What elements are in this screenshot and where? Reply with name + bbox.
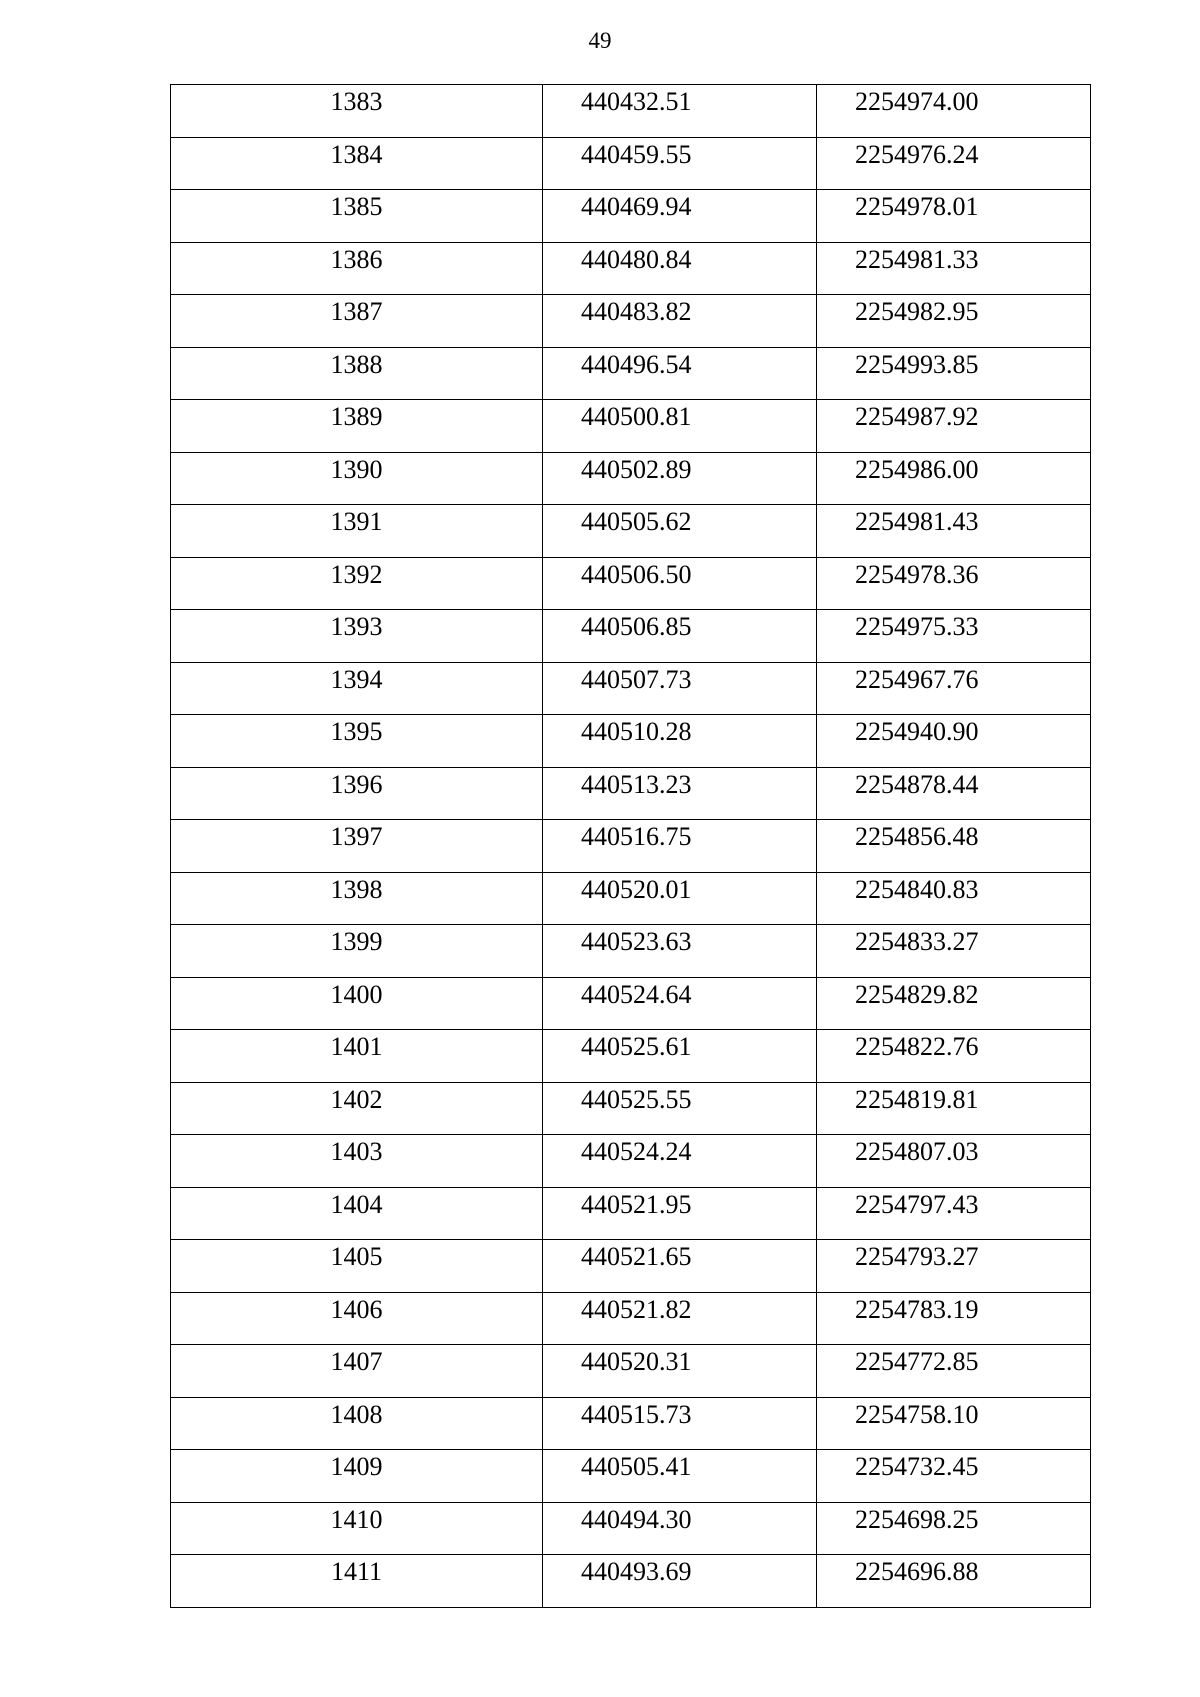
x-coordinate-cell <box>543 347 817 400</box>
cell-text: 2254993.85 <box>855 349 979 379</box>
point-number-cell <box>171 767 543 820</box>
cell-text: 2254783.19 <box>855 1294 979 1324</box>
point-number-cell <box>171 1187 543 1240</box>
cell-text: 440523.63 <box>581 927 692 956</box>
point-number-cell <box>171 557 543 610</box>
cell-text: 2254974.00 <box>855 87 979 116</box>
table-row <box>171 1555 1091 1608</box>
x-coordinate-cell <box>543 1082 817 1135</box>
x-coordinate-cell <box>543 1450 817 1503</box>
cell-text: 2254976.24 <box>855 139 979 169</box>
x-coordinate-cell <box>543 85 817 138</box>
cell-text: 1390 <box>330 454 383 484</box>
x-coordinate-cell <box>543 1292 817 1345</box>
table-row <box>171 977 1091 1030</box>
cell-text: 440515.73 <box>581 1399 692 1429</box>
table-row <box>171 85 1091 138</box>
y-coordinate-cell <box>817 400 1091 453</box>
y-coordinate-cell <box>817 1240 1091 1293</box>
cell-text: 440506.85 <box>581 612 692 641</box>
x-coordinate-cell <box>543 1397 817 1450</box>
cell-text: 2254856.48 <box>855 822 979 851</box>
table-row <box>171 557 1091 610</box>
cell-text: 1384 <box>330 139 383 169</box>
table-row <box>171 505 1091 558</box>
x-coordinate-cell <box>543 1502 817 1555</box>
cell-text: 1392 <box>330 559 383 589</box>
y-coordinate-cell <box>817 925 1091 978</box>
x-coordinate-cell <box>543 242 817 295</box>
y-coordinate-cell <box>817 1135 1091 1188</box>
y-coordinate-cell <box>817 662 1091 715</box>
x-coordinate-cell <box>543 925 817 978</box>
y-coordinate-cell <box>817 505 1091 558</box>
y-coordinate-cell <box>817 977 1091 1030</box>
point-number-cell <box>171 347 543 400</box>
point-number-cell <box>171 1030 543 1083</box>
cell-text: 2254829.82 <box>855 979 979 1009</box>
y-coordinate-cell <box>817 1082 1091 1135</box>
point-number-cell <box>171 1240 543 1293</box>
table-row <box>171 767 1091 820</box>
table-row <box>171 715 1091 768</box>
cell-text: 1393 <box>330 612 383 641</box>
x-coordinate-cell <box>543 1240 817 1293</box>
cell-text: 440500.81 <box>581 402 692 431</box>
x-coordinate-cell <box>543 872 817 925</box>
x-coordinate-cell <box>543 662 817 715</box>
cell-text: 440521.82 <box>581 1294 692 1324</box>
x-coordinate-cell <box>543 1135 817 1188</box>
cell-text: 2254940.90 <box>855 717 979 746</box>
cell-text: 2254967.76 <box>855 664 979 694</box>
cell-text: 2254822.76 <box>855 1032 979 1061</box>
cell-text: 440507.73 <box>581 664 692 694</box>
point-number-cell <box>171 1135 543 1188</box>
point-number-cell <box>171 872 543 925</box>
y-coordinate-cell <box>817 1345 1091 1398</box>
point-number-cell <box>171 190 543 243</box>
x-coordinate-cell <box>543 1187 817 1240</box>
x-coordinate-cell <box>543 1030 817 1083</box>
x-coordinate-cell <box>543 400 817 453</box>
table-row <box>171 1292 1091 1345</box>
point-number-cell <box>171 610 543 663</box>
x-coordinate-cell <box>543 452 817 505</box>
y-coordinate-cell <box>817 820 1091 873</box>
point-number-cell <box>171 1345 543 1398</box>
table-row <box>171 610 1091 663</box>
point-number-cell <box>171 662 543 715</box>
cell-text: 1395 <box>330 717 383 746</box>
cell-text: 440524.64 <box>581 979 692 1009</box>
table-row <box>171 242 1091 295</box>
cell-text: 1408 <box>330 1399 383 1429</box>
y-coordinate-cell <box>817 1397 1091 1450</box>
cell-text: 440513.23 <box>581 769 692 799</box>
y-coordinate-cell <box>817 1030 1091 1083</box>
y-coordinate-cell <box>817 610 1091 663</box>
cell-text: 440521.95 <box>581 1189 692 1219</box>
table-row <box>171 400 1091 453</box>
cell-text: 440505.62 <box>581 507 692 536</box>
cell-text: 2254772.85 <box>855 1347 979 1376</box>
point-number-cell <box>171 1397 543 1450</box>
point-number-cell <box>171 1555 543 1608</box>
y-coordinate-cell <box>817 242 1091 295</box>
point-number-cell <box>171 1502 543 1555</box>
cell-text: 1409 <box>330 1452 383 1481</box>
cell-text: 2254758.10 <box>855 1399 979 1429</box>
cell-text: 440524.24 <box>581 1137 692 1166</box>
cell-text: 1407 <box>330 1347 383 1376</box>
cell-text: 1411 <box>330 1557 383 1586</box>
cell-text: 2254698.25 <box>855 1504 979 1534</box>
y-coordinate-cell <box>817 452 1091 505</box>
cell-text: 1386 <box>330 244 383 274</box>
y-coordinate-cell <box>817 557 1091 610</box>
y-coordinate-cell <box>817 1187 1091 1240</box>
table-row <box>171 347 1091 400</box>
cell-text: 440506.50 <box>581 559 692 589</box>
table-row <box>171 137 1091 190</box>
cell-text: 2254982.95 <box>855 297 979 326</box>
x-coordinate-cell <box>543 295 817 348</box>
table-row <box>171 1345 1091 1398</box>
table-row <box>171 1502 1091 1555</box>
cell-text: 2254833.27 <box>855 927 979 956</box>
point-number-cell <box>171 137 543 190</box>
cell-text: 1404 <box>330 1189 383 1219</box>
x-coordinate-cell <box>543 610 817 663</box>
point-number-cell <box>171 1292 543 1345</box>
y-coordinate-cell <box>817 1292 1091 1345</box>
cell-text: 440493.69 <box>581 1557 692 1586</box>
page-number: 49 <box>588 28 612 53</box>
table-row <box>171 190 1091 243</box>
point-number-cell <box>171 715 543 768</box>
cell-text: 440520.01 <box>581 874 692 904</box>
cell-text: 1397 <box>330 822 383 851</box>
x-coordinate-cell <box>543 767 817 820</box>
x-coordinate-cell <box>543 1555 817 1608</box>
cell-text: 1405 <box>330 1242 383 1271</box>
y-coordinate-cell <box>817 1450 1091 1503</box>
coordinates-table <box>170 84 1091 1608</box>
table-row <box>171 1397 1091 1450</box>
cell-text: 440521.65 <box>581 1242 692 1271</box>
table-body <box>171 85 1091 1608</box>
cell-text: 2254981.43 <box>855 507 979 536</box>
table-row <box>171 1135 1091 1188</box>
cell-text: 1396 <box>330 769 383 799</box>
point-number-cell <box>171 295 543 348</box>
y-coordinate-cell <box>817 872 1091 925</box>
cell-text: 440510.28 <box>581 717 692 746</box>
cell-text: 2254978.01 <box>855 192 979 221</box>
cell-text: 1401 <box>330 1032 383 1061</box>
cell-text: 1403 <box>330 1137 383 1166</box>
x-coordinate-cell <box>543 715 817 768</box>
table-row <box>171 295 1091 348</box>
cell-text: 1399 <box>330 927 383 956</box>
cell-text: 2254797.43 <box>855 1189 979 1219</box>
y-coordinate-cell <box>817 190 1091 243</box>
cell-text: 440480.84 <box>581 244 692 274</box>
cell-text: 440469.94 <box>581 192 692 221</box>
point-number-cell <box>171 242 543 295</box>
point-number-cell <box>171 452 543 505</box>
cell-text: 440520.31 <box>581 1347 692 1376</box>
cell-text: 2254819.81 <box>855 1084 979 1114</box>
cell-text: 1402 <box>330 1084 383 1114</box>
cell-text: 2254807.03 <box>855 1137 979 1166</box>
cell-text: 440525.55 <box>581 1084 692 1114</box>
point-number-cell <box>171 1450 543 1503</box>
table-row <box>171 1450 1091 1503</box>
x-coordinate-cell <box>543 557 817 610</box>
cell-text: 1394 <box>330 664 383 694</box>
y-coordinate-cell <box>817 1555 1091 1608</box>
cell-text: 440496.54 <box>581 349 692 379</box>
cell-text: 440494.30 <box>581 1504 692 1534</box>
table-row <box>171 1082 1091 1135</box>
cell-text: 2254987.92 <box>855 402 979 431</box>
point-number-cell <box>171 1082 543 1135</box>
y-coordinate-cell <box>817 715 1091 768</box>
cell-text: 2254696.88 <box>855 1557 979 1586</box>
y-coordinate-cell <box>817 85 1091 138</box>
y-coordinate-cell <box>817 347 1091 400</box>
x-coordinate-cell <box>543 505 817 558</box>
cell-text: 1398 <box>330 874 383 904</box>
x-coordinate-cell <box>543 190 817 243</box>
cell-text: 1406 <box>330 1294 383 1324</box>
cell-text: 440459.55 <box>581 139 692 169</box>
x-coordinate-cell <box>543 1345 817 1398</box>
table-row <box>171 1030 1091 1083</box>
cell-text: 440502.89 <box>581 454 692 484</box>
cell-text: 1388 <box>330 349 383 379</box>
x-coordinate-cell <box>543 820 817 873</box>
y-coordinate-cell <box>817 767 1091 820</box>
cell-text: 2254878.44 <box>855 769 979 799</box>
cell-text: 1400 <box>330 979 383 1009</box>
x-coordinate-cell <box>543 977 817 1030</box>
point-number-cell <box>171 85 543 138</box>
cell-text: 2254732.45 <box>855 1452 979 1481</box>
cell-text: 2254793.27 <box>855 1242 979 1271</box>
cell-text: 440505.41 <box>581 1452 692 1481</box>
cell-text: 1410 <box>330 1504 383 1534</box>
table-row <box>171 1240 1091 1293</box>
table-row <box>171 820 1091 873</box>
cell-text: 2254840.83 <box>855 874 979 904</box>
cell-text: 440516.75 <box>581 822 692 851</box>
cell-text: 2254986.00 <box>855 454 979 484</box>
cell-text: 440483.82 <box>581 297 692 326</box>
y-coordinate-cell <box>817 1502 1091 1555</box>
cell-text: 440432.51 <box>581 87 692 116</box>
cell-text: 1389 <box>330 402 383 431</box>
table-row <box>171 1187 1091 1240</box>
table-row <box>171 925 1091 978</box>
cell-text: 1385 <box>330 192 383 221</box>
x-coordinate-cell <box>543 137 817 190</box>
cell-text: 1391 <box>330 507 383 536</box>
table-row <box>171 872 1091 925</box>
point-number-cell <box>171 400 543 453</box>
cell-text: 2254975.33 <box>855 612 979 641</box>
table-row <box>171 662 1091 715</box>
cell-text: 1383 <box>330 87 383 116</box>
point-number-cell <box>171 977 543 1030</box>
cell-text: 440525.61 <box>581 1032 692 1061</box>
y-coordinate-cell <box>817 137 1091 190</box>
point-number-cell <box>171 820 543 873</box>
point-number-cell <box>171 925 543 978</box>
point-number-cell <box>171 505 543 558</box>
y-coordinate-cell <box>817 295 1091 348</box>
table-row <box>171 452 1091 505</box>
cell-text: 1387 <box>330 297 383 326</box>
cell-text: 2254978.36 <box>855 559 979 589</box>
cell-text: 2254981.33 <box>855 244 979 274</box>
